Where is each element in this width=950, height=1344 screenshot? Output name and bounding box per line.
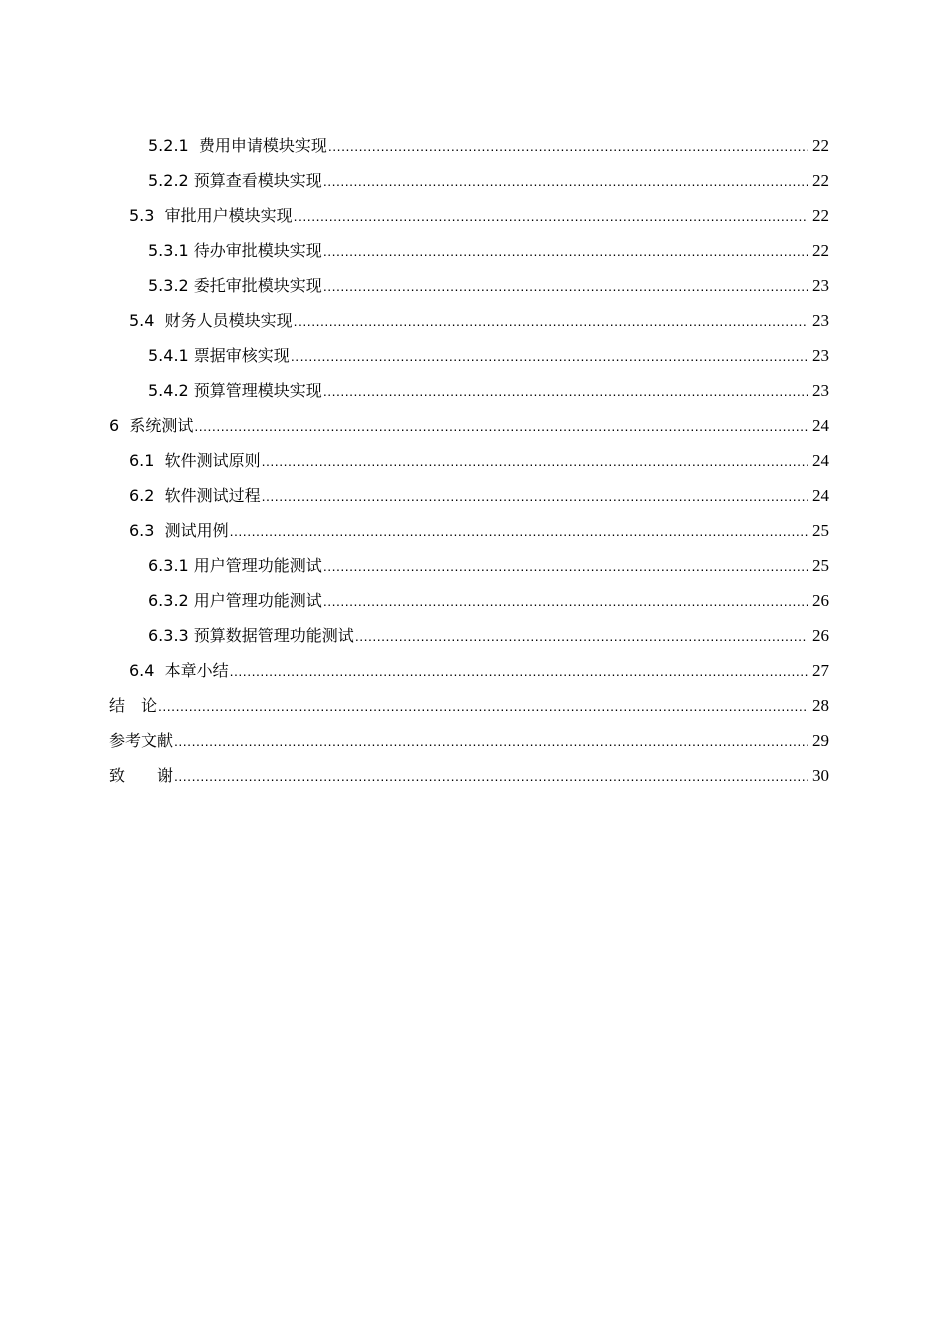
toc-entry-title: 用户管理功能测试 (193, 591, 322, 610)
toc-entry[interactable] (109, 548, 829, 583)
toc-entry-title: 致 谢 (109, 766, 174, 785)
toc-entry[interactable] (109, 408, 829, 443)
toc-entry[interactable] (109, 338, 829, 373)
toc-entry-number: 5.2.1 (148, 136, 199, 155)
toc-entry-page: 22 (812, 241, 829, 260)
dot-leader (158, 689, 808, 724)
toc-entry-page: 29 (812, 731, 829, 750)
dot-leader (230, 514, 808, 549)
toc-entry-title: 待办审批模块实现 (193, 241, 322, 260)
toc-entry[interactable] (109, 513, 829, 548)
toc-entry-title: 参考文献 (109, 731, 174, 750)
dot-leader (230, 654, 808, 689)
dot-leader (328, 129, 808, 164)
dot-leader (355, 619, 808, 654)
toc-entry-number: 6.3.1 (148, 556, 194, 575)
toc-entry[interactable] (109, 303, 829, 338)
toc-entry-page: 24 (812, 486, 829, 505)
toc-entry-title: 预算管理模块实现 (193, 381, 322, 400)
dot-leader (291, 339, 808, 374)
toc-entry-number: 5.4 (129, 311, 165, 330)
toc-entry-page: 28 (812, 696, 829, 715)
toc-entry-number: 6.3.3 (148, 626, 194, 645)
dot-leader (294, 304, 808, 339)
toc-entry-number: 6.4 (129, 661, 165, 680)
toc-entry[interactable] (109, 583, 829, 618)
toc-entry-page: 23 (812, 346, 829, 365)
toc-entry-number: 5.2.2 (148, 171, 194, 190)
toc-entry-title: 预算查看模块实现 (193, 171, 322, 190)
toc-entry[interactable] (109, 688, 829, 723)
toc-entry-number: 5.3.2 (148, 276, 194, 295)
dot-leader (323, 584, 808, 619)
toc-entry-title: 测试用例 (164, 521, 229, 540)
dot-leader (323, 374, 808, 409)
toc-entry-number: 6.2 (129, 486, 165, 505)
dot-leader (323, 549, 808, 584)
toc-entry[interactable] (109, 443, 829, 478)
toc-entry-number: 5.3.1 (148, 241, 194, 260)
toc-entry-page: 24 (812, 416, 829, 435)
toc-entry-page: 23 (812, 276, 829, 295)
toc-entry[interactable] (109, 653, 829, 688)
toc-entry-title: 票据审核实现 (193, 346, 290, 365)
toc-entry-page: 22 (812, 136, 829, 155)
toc-entry-title: 预算数据管理功能测试 (193, 626, 354, 645)
toc-entry-number: 5.4.2 (148, 381, 194, 400)
toc-entry-number: 5.3 (129, 206, 165, 225)
dot-leader (262, 444, 808, 479)
toc-entry-number: 6.1 (129, 451, 165, 470)
toc-entry-page: 30 (812, 766, 829, 785)
toc-entry-title: 软件测试原则 (164, 451, 261, 470)
toc-entry-title: 系统测试 (129, 416, 194, 435)
toc-entry[interactable] (109, 618, 829, 653)
toc-entry-title: 结 论 (109, 696, 158, 715)
toc-entry-number: 6.3.2 (148, 591, 194, 610)
toc-entry-number: 6.3 (129, 521, 165, 540)
dot-leader (294, 199, 808, 234)
toc-entry-page: 22 (812, 206, 829, 225)
toc-entry-title: 费用申请模块实现 (198, 136, 327, 155)
toc-entry-number: 6 (109, 416, 130, 435)
toc-entry-page: 26 (812, 591, 829, 610)
toc-entry[interactable] (109, 198, 829, 233)
toc-entry-title: 软件测试过程 (164, 486, 261, 505)
toc-entry[interactable] (109, 478, 829, 513)
toc-entry-page: 23 (812, 311, 829, 330)
toc-entry[interactable] (109, 373, 829, 408)
toc-entry-title: 审批用户模块实现 (164, 206, 293, 225)
toc-entry[interactable] (109, 233, 829, 268)
table-of-contents (109, 128, 829, 793)
dot-leader (323, 234, 808, 269)
toc-entry[interactable] (109, 128, 829, 163)
toc-entry[interactable] (109, 268, 829, 303)
toc-entry[interactable] (109, 758, 829, 793)
toc-entry-title: 财务人员模块实现 (164, 311, 293, 330)
toc-entry-page: 25 (812, 521, 829, 540)
dot-leader (194, 409, 808, 444)
toc-entry-page: 25 (812, 556, 829, 575)
dot-leader (174, 759, 808, 794)
toc-entry-page: 24 (812, 451, 829, 470)
dot-leader (323, 164, 808, 199)
toc-entry-page: 26 (812, 626, 829, 645)
toc-entry-page: 23 (812, 381, 829, 400)
toc-entry[interactable] (109, 163, 829, 198)
toc-entry-title: 委托审批模块实现 (193, 276, 322, 295)
dot-leader (262, 479, 808, 514)
toc-entry-page: 22 (812, 171, 829, 190)
toc-entry[interactable] (109, 723, 829, 758)
toc-entry-page: 27 (812, 661, 829, 680)
toc-entry-title: 用户管理功能测试 (193, 556, 322, 575)
dot-leader (323, 269, 808, 304)
toc-entry-title: 本章小结 (164, 661, 229, 680)
dot-leader (174, 724, 808, 759)
toc-entry-number: 5.4.1 (148, 346, 194, 365)
